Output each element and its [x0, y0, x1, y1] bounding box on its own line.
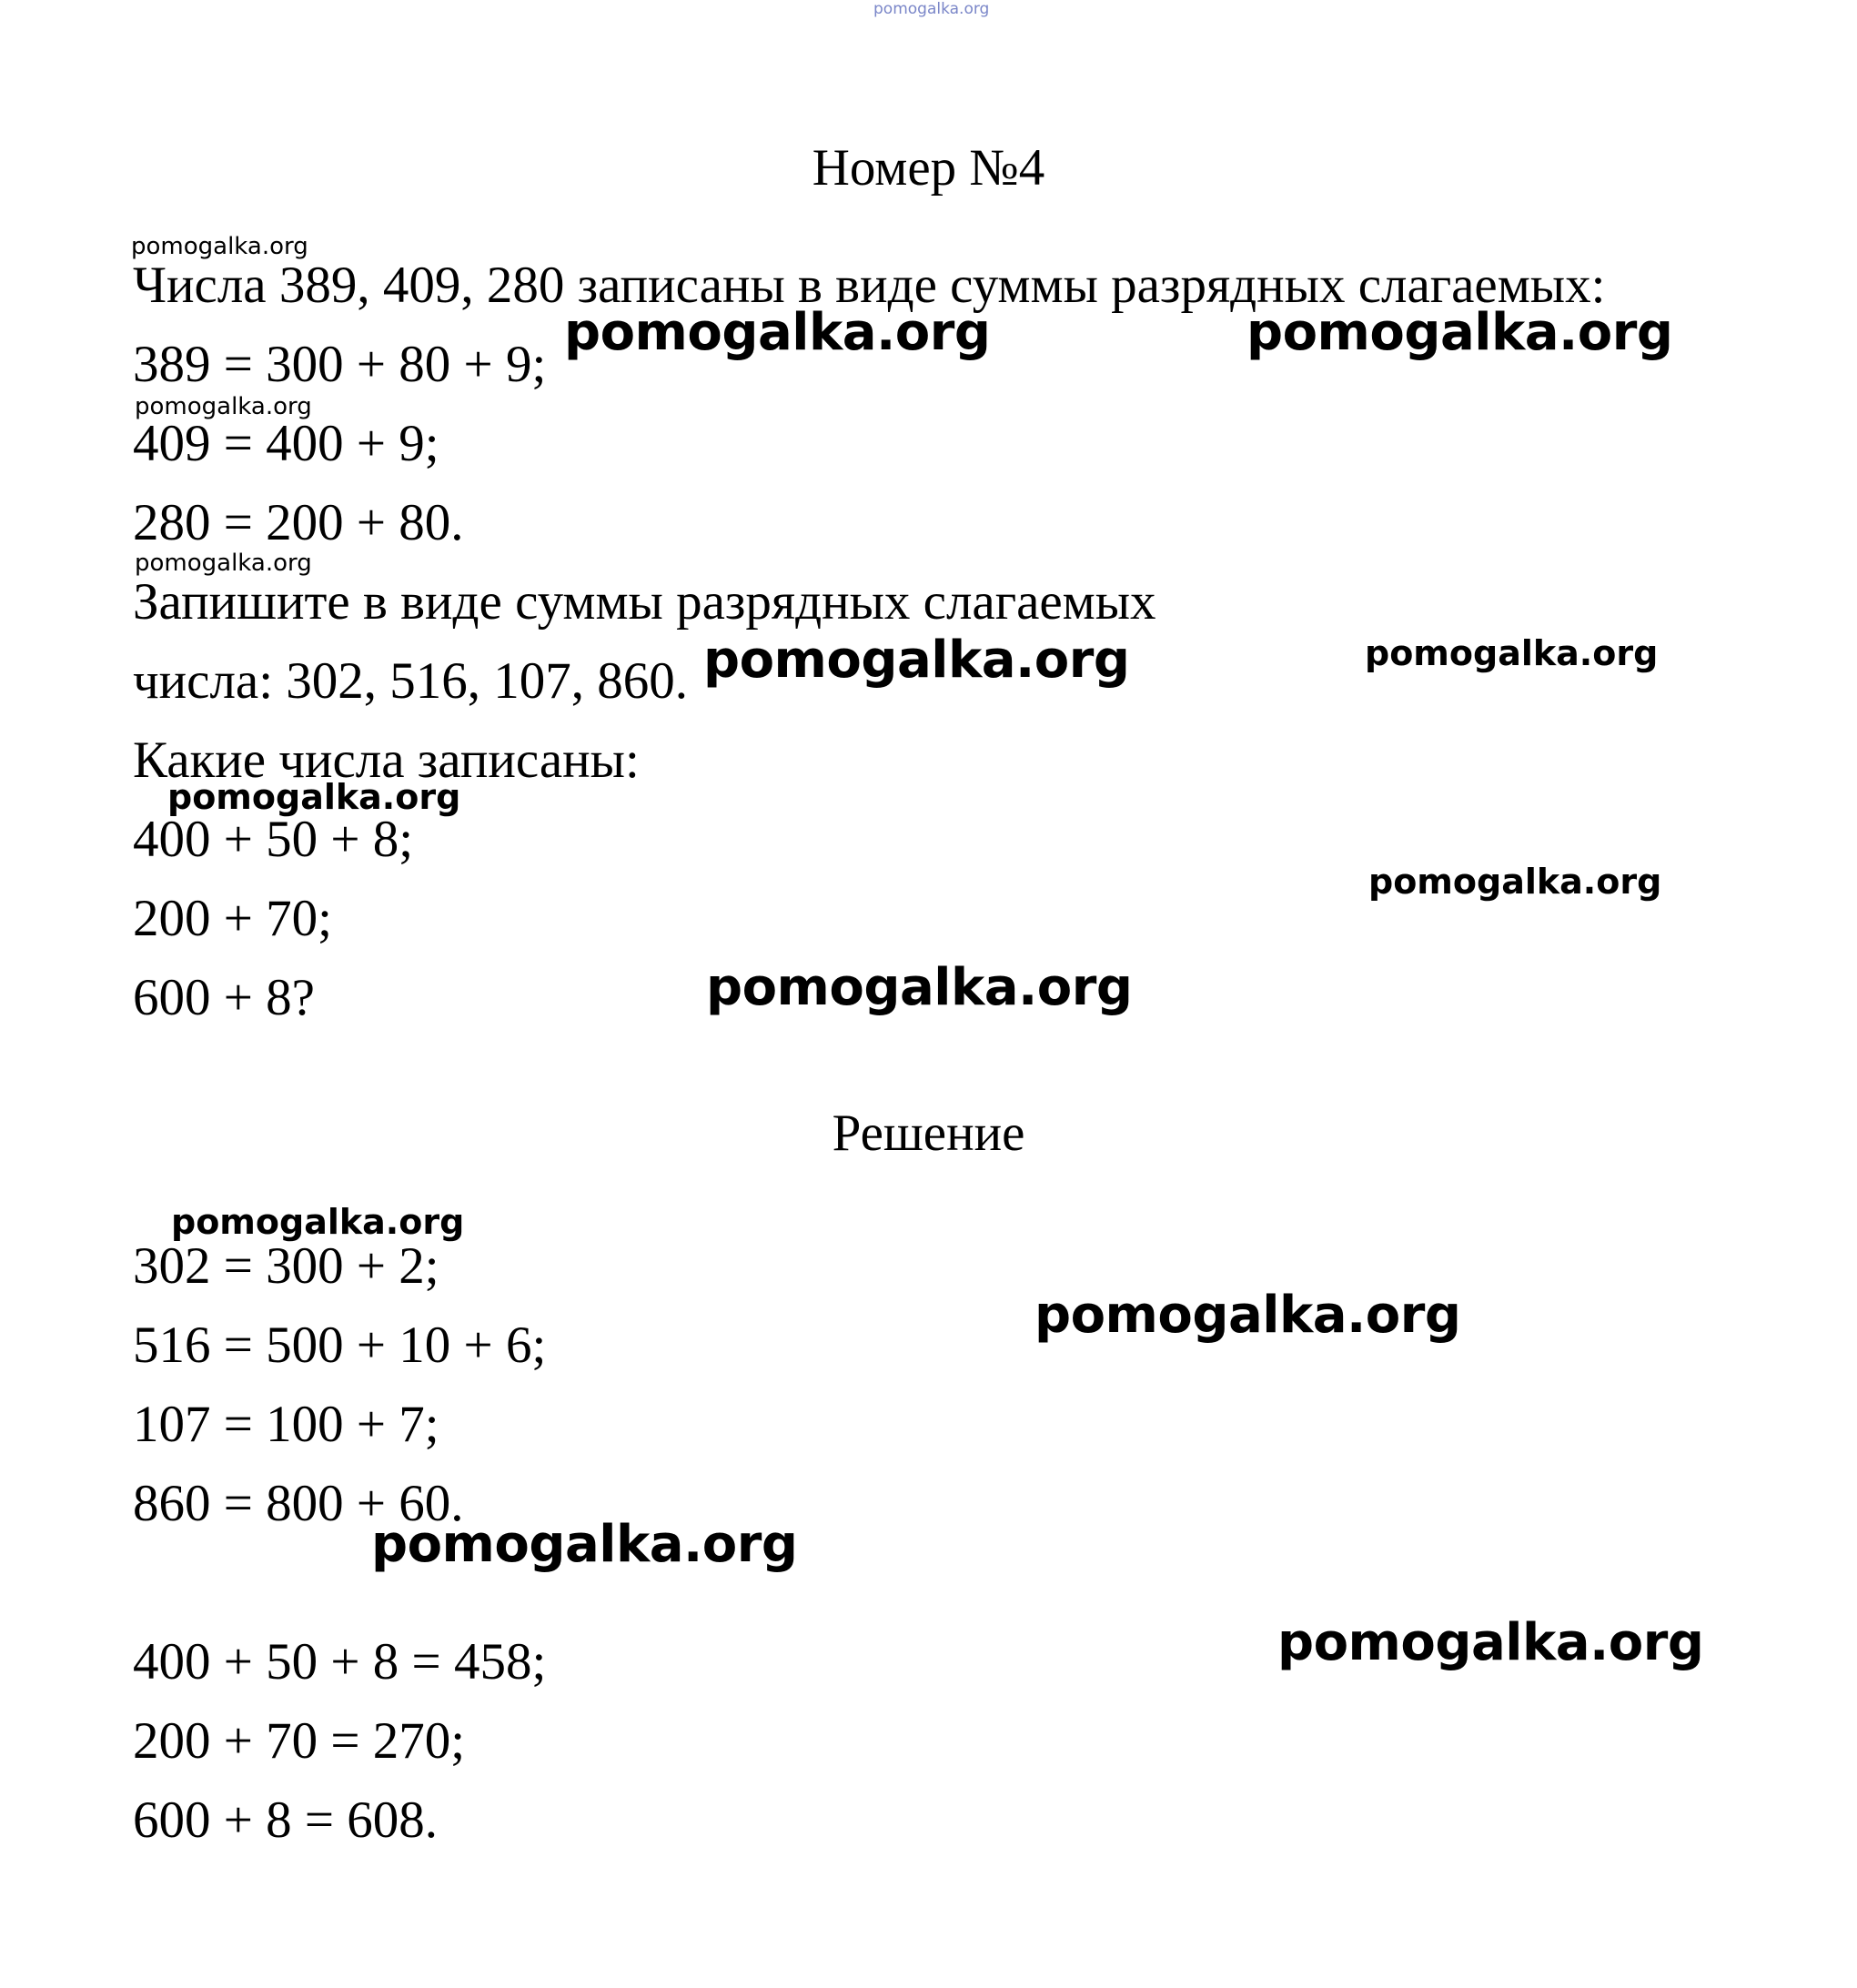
- watermark: pomogalka.org: [371, 1515, 798, 1574]
- watermark: pomogalka.org: [1034, 1286, 1461, 1345]
- expression-line: 200 + 70;: [133, 890, 332, 947]
- solution-line: 400 + 50 + 8 = 458;: [133, 1633, 547, 1690]
- top-watermark: pomogalka.org: [873, 0, 990, 18]
- watermark: pomogalka.org: [1277, 1613, 1704, 1672]
- task-instruction: числа: 302, 516, 107, 860.: [133, 652, 689, 710]
- example-line: 409 = 400 + 9;: [133, 415, 439, 472]
- solution-line: 516 = 500 + 10 + 6;: [133, 1317, 547, 1374]
- watermark: pomogalka.org: [703, 631, 1130, 690]
- solution-line: 860 = 800 + 60.: [133, 1475, 464, 1532]
- solution-line: 107 = 100 + 7;: [133, 1396, 439, 1453]
- example-line: 280 = 200 + 80.: [133, 494, 464, 551]
- example-line: 389 = 300 + 80 + 9;: [133, 336, 547, 393]
- watermark: pomogalka.org: [1365, 633, 1659, 673]
- solution-line: 200 + 70 = 270;: [133, 1712, 466, 1770]
- watermark: pomogalka.org: [131, 233, 308, 260]
- watermark: pomogalka.org: [167, 777, 461, 817]
- task-instruction: Запишите в виде суммы разрядных слагаемых: [133, 573, 1156, 631]
- expression-line: 600 + 8?: [133, 969, 315, 1026]
- solution-title: Решение: [832, 1105, 1025, 1162]
- watermark: pomogalka.org: [1246, 303, 1673, 362]
- watermark: pomogalka.org: [706, 958, 1133, 1017]
- watermark: pomogalka.org: [171, 1202, 465, 1242]
- page-title: Номер №4: [812, 139, 1045, 197]
- watermark: pomogalka.org: [1368, 862, 1662, 902]
- watermark: pomogalka.org: [135, 550, 312, 577]
- task-question: Какие числа записаны:: [133, 732, 640, 789]
- watermark: pomogalka.org: [135, 393, 312, 420]
- solution-line: 302 = 300 + 2;: [133, 1237, 439, 1295]
- task-intro: Числа 389, 409, 280 записаны в виде суммы разрядных слагаемых:: [133, 257, 1606, 314]
- watermark: pomogalka.org: [564, 303, 991, 362]
- solution-line: 600 + 8 = 608.: [133, 1791, 439, 1849]
- expression-line: 400 + 50 + 8;: [133, 811, 414, 868]
